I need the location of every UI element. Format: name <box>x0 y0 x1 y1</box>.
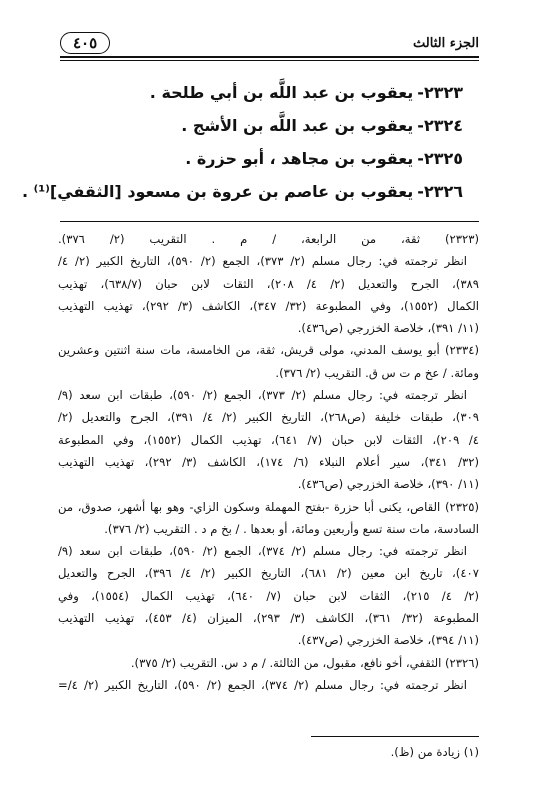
section-divider <box>60 221 479 222</box>
note-line: انظر ترجمته في: رجال مسلم (٢/ ٣٧٣)، الجمع (٢/ ٥٩٠)، طبقات ابن سعد (٩/ <box>58 388 468 403</box>
note-line: انظر ترجمته في: رجال مسلم (٢/ ٣٧٣)، الجمع (٢/ ٥٩٠)، التاريخ الكبير (٢/ ٤/ <box>58 254 468 269</box>
entry-2326 <box>21 175 463 208</box>
running-head: الجزء الثالث <box>413 35 479 51</box>
note-2325 <box>58 496 479 652</box>
note-line: ومائة. / عخ م ت س ق. التقريب (٢/ ٣٧٦). <box>275 365 479 380</box>
note-2323 <box>58 228 479 339</box>
note-line: انظر ترجمته في: رجال مسلم (٢/ ٣٧٤)، الجمع (٢/ ٥٩٠)، التاريخ الكبير (٢/ ٤/= <box>58 677 467 692</box>
entries-list <box>21 76 463 208</box>
note-line: (٢٣٣٤) أبو يوسف المدني، مولى قريش، ثقة، من الخامسة، مات سنة اثنتين وعشرين <box>58 343 479 358</box>
entry-number: ٢٣٢٤- <box>417 116 463 135</box>
note-line: (٢٣٢٣) ثقة، من الرابعة، / م . التقريب (٢/ ٣٧٦). <box>58 232 479 246</box>
note-line: (٣٢/ ٣٤١)، سير أعلام النبلاء (٦/ ١٧٤)، الكاشف (٣/ ٢٩٢)، تهذيب التهذيب <box>58 454 479 469</box>
footnote: (١) زيادة من (ظ). <box>390 745 479 759</box>
note-line: (٢/ ٤/ ٢١٥)، الثقات لابن حبان (٧/ ٦٤٠)، تهذيب الكمال (١٥٥٤)، وفي <box>58 588 479 603</box>
note-2334 <box>58 339 479 495</box>
footnote-rule <box>311 736 479 737</box>
note-line: (١١/ ٣٩١)، خلاصة الخزرجي (ص٤٣٦). <box>297 321 479 336</box>
note-line: ٣٨٩)، الجرح والتعديل (٢/ ٤/ ٢٠٨)، الثقات لابن حبان (٦٣٨/٧)، تهذيب <box>58 276 480 291</box>
entry-text: يعقوب بن عاصم بن عروة بن مسعود [الثقفي]⁽¹⁾ . <box>21 182 414 201</box>
note-line: (١١/ ٣٩٤)، خلاصة الخزرجي (ص٤٣٧). <box>297 633 479 648</box>
entry-text: يعقوب بن عبد اللَّه بن الأشج . <box>181 116 414 135</box>
entry-2324 <box>60 109 463 142</box>
page-header <box>60 30 479 56</box>
entry-number: ٢٣٢٥- <box>417 149 463 168</box>
notes-section <box>58 228 479 696</box>
entry-text: يعقوب بن مجاهد ، أبو حزرة . <box>185 149 414 168</box>
note-2326 <box>58 652 479 697</box>
note-line: ٣٠٩)، طبقات خليفة (ص٢٦٨)، التاريخ الكبير (٢/ ٤/ ٣٩١)، الجرح والتعديل (٢/ <box>58 410 480 425</box>
note-line: (٢٣٢٦) الثقفي، أخو نافع، مقبول، من الثالثة. / م د س. التقريب (٢/ ٣٧٥). <box>130 655 479 670</box>
entry-2325 <box>60 142 463 175</box>
note-line: ٤٠٧)، تاريخ ابن معين (٢/ ٦٨١)، التاريخ الكبير (٢/ ٤/ ٣٩٦)، الجرح والتعديل <box>58 566 480 581</box>
note-line: (١١/ ٣٩٠)، خلاصة الخزرجي (ص٤٣٦). <box>297 477 479 492</box>
note-line: المطبوعة (٣٢/ ٣٦١)، الكاشف (٣/ ٢٩٣)، الميزان (٤/ ٤٥٣)، تهذيب التهذيب <box>58 611 480 626</box>
note-line: انظر ترجمته في: رجال مسلم (٢/ ٣٧٤)، الجمع (٢/ ٥٩٠)، طبقات ابن سعد (٩/ <box>58 544 468 559</box>
entry-2323 <box>60 76 463 109</box>
entry-text: يعقوب بن عبد اللَّه بن أبي طلحة . <box>149 83 414 102</box>
entry-number: ٢٣٢٣- <box>417 83 463 102</box>
note-line: (٢٣٢٥) القاص، يكنى أبا حزرة -بفتح المهملة وسكون الزاي- وهو بها أشهر، صدوق، من <box>58 499 479 514</box>
note-line: الكمال (١٥٥٢)، وفي المطبوعة (٣٢/ ٣٤٧)، الكاشف (٣/ ٢٩٢)، تهذيب التهذيب <box>58 298 479 313</box>
note-line: السادسة، مات سنة تسع وأربعين ومائة، أو بعدها . / بخ م د . التقريب (٢/ ٣٧٦). <box>104 521 479 536</box>
note-line: ٤/ ٢٠٩)، الثقات لابن حبان (٧/ ٦٤١)، تهذيب الكمال (١٥٥٢)، وفي المطبوعة <box>58 432 479 447</box>
page-number: ٤٠٥ <box>60 32 110 54</box>
header-rule <box>60 56 479 61</box>
entry-number: ٢٣٢٦- <box>417 182 463 201</box>
